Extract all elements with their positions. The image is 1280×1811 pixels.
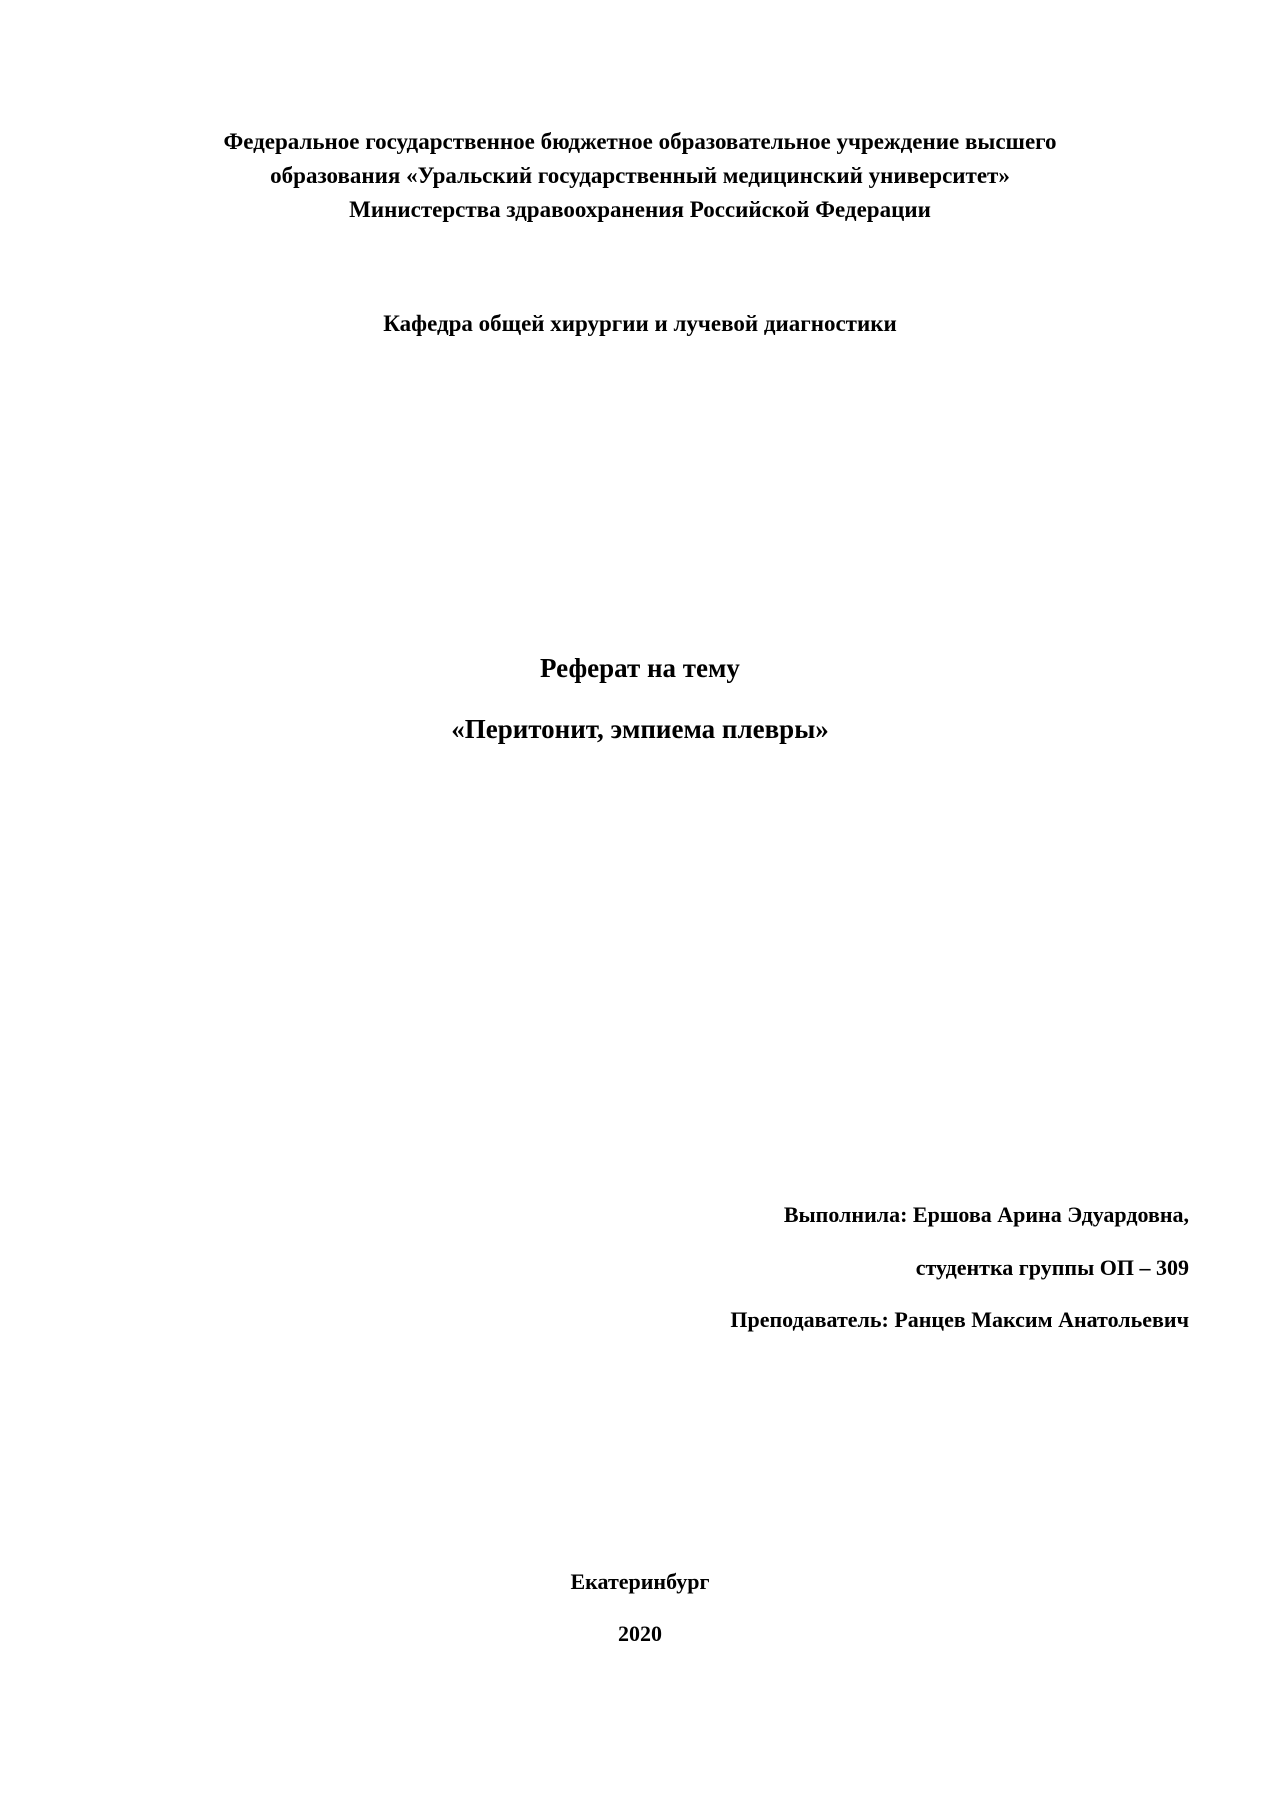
group-line: студентка группы ОП – 309 [915,1255,1189,1280]
institution-line-2: образования «Уральский государственный медицинский университет» [270,163,1010,188]
document-topic: «Перитонит, эмпиема плевры» [451,714,829,744]
institution-line-3: Министерства здравоохранения Российской Федерации [349,197,931,222]
year: 2020 [618,1621,662,1646]
institution-heading [0,125,1280,227]
author-line: Выполнила: Ершова Арина Эдуардовна, [783,1202,1189,1227]
institution-line-1: Федеральное государственное бюджетное образовательное учреждение высшего [223,129,1057,154]
department-name: Кафедра общей хирургии и лучевой диагностики [383,311,897,336]
city-name: Екатеринбург [570,1569,710,1594]
document-title: Реферат на тему [540,653,740,683]
teacher-line: Преподаватель: Ранцев Максим Анатольевич [730,1307,1189,1332]
